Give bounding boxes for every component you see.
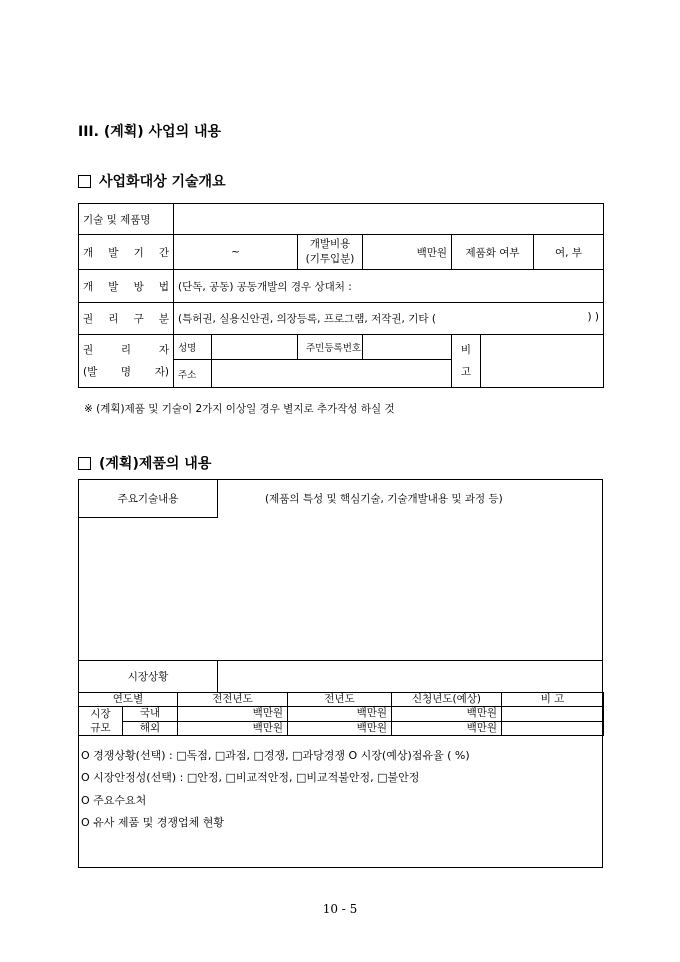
cost-label-line1: 개발비용 [309, 238, 351, 250]
section1-title [78, 171, 226, 191]
year-header-current: 신청년도(예상) [392, 693, 502, 707]
market-size-label [79, 707, 123, 736]
product-field[interactable]: 여, 부 [534, 235, 604, 270]
period-field[interactable]: ~ [174, 235, 298, 270]
page-number: 10 - 5 [322, 902, 358, 916]
holder-label-line2: (발 명 자) [83, 366, 169, 378]
overseas-y2[interactable]: 백만원 [178, 721, 288, 736]
holder-label-line1: 권 리 자 [83, 344, 169, 356]
cost-label-line2: (기투입분) [305, 253, 355, 265]
domestic-label: 국내 [123, 707, 178, 722]
main-tech-desc: (제품의 특성 및 핵심기술, 기술개발내용 및 과정 등) [265, 493, 503, 505]
market-label: 시장상황 [79, 660, 218, 692]
tech-name-label: 기술 및 제품명 [79, 204, 174, 235]
method-label: 개 발 방 법 [79, 270, 174, 303]
section2-title-text: (계획)제품의 내용 [99, 456, 212, 472]
remark-header: 비 고 [502, 693, 604, 707]
domestic-y1[interactable]: 백만원 [288, 707, 392, 722]
rights-type-label: 권 리 구 분 [79, 303, 174, 335]
market-size-label-line2: 규모 [90, 722, 111, 734]
remark-label-line1: 비 [460, 344, 472, 356]
id-field[interactable] [363, 335, 452, 360]
product-content-box [78, 479, 603, 868]
overseas-current[interactable]: 백만원 [392, 721, 502, 736]
period-label: 개 발 기 간 [79, 235, 174, 270]
cost-field[interactable]: 백만원 [363, 235, 452, 270]
product-label: 제품화 여부 [452, 235, 534, 270]
tech-overview-table [78, 203, 604, 388]
id-label: 주민등록번호 [298, 335, 363, 360]
name-field[interactable] [212, 335, 298, 360]
overseas-label: 해외 [123, 721, 178, 736]
year-header: 연도별 [79, 693, 178, 707]
overseas-remark[interactable] [502, 721, 604, 736]
address-field[interactable] [212, 360, 452, 388]
overseas-y1[interactable]: 백만원 [288, 721, 392, 736]
demand-line[interactable]: O 주요수요처 [81, 794, 147, 807]
market-size-label-line1: 시장 [90, 708, 111, 720]
rights-type-close: ) ) [587, 311, 600, 323]
stability-line[interactable]: O 시장안정성(선택) : □안정, □비교적안정, □비교적불안정, □불안정 [81, 771, 420, 784]
main-tech-label: 주요기술내용 [79, 480, 218, 518]
section1-title-text: 사업화대상 기술개요 [99, 174, 226, 190]
year-header-1: 전년도 [288, 693, 392, 707]
remark-label [452, 335, 481, 388]
main-tech-field[interactable] [79, 518, 602, 659]
domestic-remark[interactable] [502, 707, 604, 722]
competition-line[interactable]: O 경쟁상황(선택) : □독점, □과점, □경쟁, □과당경쟁 O 시장(예상)점유율 ( %) [81, 749, 470, 762]
similar-line[interactable]: O 유사 제품 및 경쟁업체 현황 [81, 816, 225, 829]
rights-type-field[interactable] [174, 303, 604, 335]
checkbox-icon [78, 175, 91, 188]
method-field[interactable]: (단독, 공동) 공동개발의 경우 상대처 : [174, 270, 604, 303]
market-size-table [78, 692, 604, 736]
address-label: 주소 [174, 360, 212, 388]
tech-name-field[interactable] [174, 204, 604, 235]
remark-field[interactable] [481, 335, 604, 388]
name-label: 성명 [174, 335, 212, 360]
page-heading: III. (계획) 사업의 내용 [78, 124, 222, 140]
cost-label [298, 235, 363, 270]
domestic-y2[interactable]: 백만원 [178, 707, 288, 722]
checkbox-icon [78, 457, 91, 470]
year-header-2: 전전년도 [178, 693, 288, 707]
market-field[interactable] [218, 661, 602, 692]
note-text: ※ (계획)제품 및 기술이 2가지 이상일 경우 별지로 추가작성 하실 것 [84, 403, 395, 415]
domestic-current[interactable]: 백만원 [392, 707, 502, 722]
rights-type-options: (특허권, 실용신안권, 의장등록, 프로그램, 저작권, 기타 ( [178, 313, 436, 325]
section2-title [78, 453, 211, 473]
remark-label-line2: 고 [460, 366, 472, 378]
holder-label [79, 335, 174, 388]
